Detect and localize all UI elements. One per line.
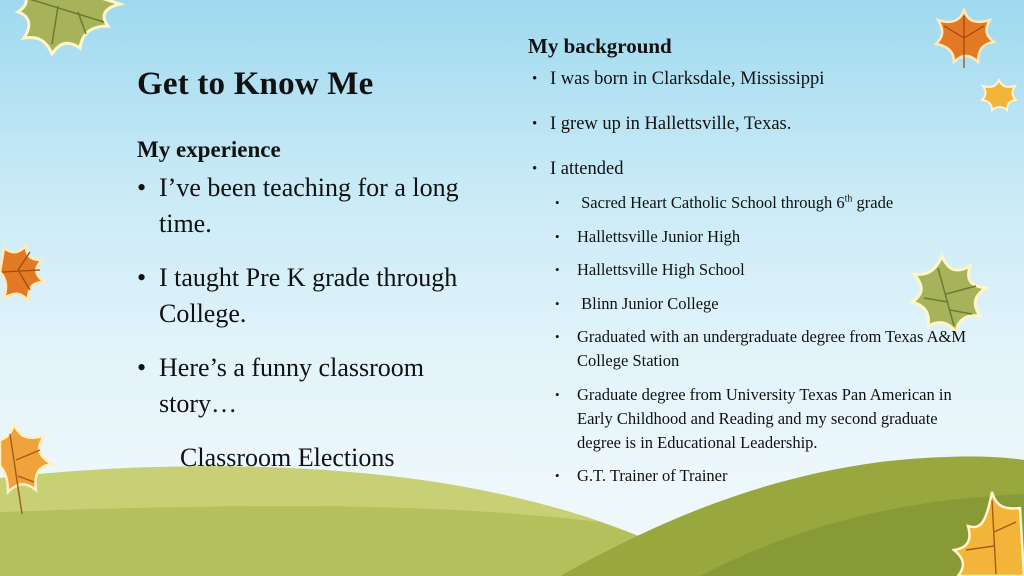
school-item: • Graduate degree from University Texas Pan American in Early Childhood and Reading and my second graduate degree is in Educational Leadership.: [550, 383, 968, 455]
background-list: [528, 67, 968, 488]
background-item: • I was born in Clarksdale, Mississippi: [528, 67, 968, 91]
school-item: • G.T. Trainer of Trainer: [550, 464, 968, 488]
leaf-icon: [8, 0, 128, 64]
leaf-icon: [980, 78, 1018, 112]
background-heading: My background: [528, 34, 672, 58]
school-text: Sacred Heart Catholic School through 6: [581, 193, 845, 212]
leaf-icon: [952, 488, 1024, 576]
ordinal-suffix: th: [844, 193, 853, 205]
experience-item: • Here’s a funny classroom story…: [137, 350, 497, 422]
experience-section: [137, 136, 497, 440]
school-item: • Graduated with an undergraduate degree from Texas A&M College Station: [550, 325, 968, 373]
story-title: Classroom Elections: [180, 443, 395, 472]
school-text: Blinn Junior College: [581, 293, 719, 313]
background-item: • I grew up in Hallettsville, Texas.: [528, 112, 968, 136]
leaf-icon: [0, 240, 48, 304]
experience-item: • I taught Pre K grade through College.: [137, 260, 497, 332]
leaf-icon: [0, 420, 58, 518]
experience-heading: My experience: [137, 137, 281, 162]
experience-list: [137, 170, 497, 422]
attended-label: I attended: [550, 159, 624, 179]
school-item: • Hallettsville Junior High: [550, 225, 968, 249]
school-item: • Hallettsville High School: [550, 258, 968, 282]
schools-list: [550, 191, 968, 488]
slide-title: Get to Know Me: [137, 66, 374, 102]
background-item-attended: [528, 157, 968, 488]
school-item: [550, 191, 968, 215]
school-text-tail: grade: [852, 193, 894, 212]
background-section: [528, 33, 968, 498]
experience-item: • I’ve been teaching for a long time.: [137, 170, 497, 242]
school-item: [550, 292, 968, 316]
